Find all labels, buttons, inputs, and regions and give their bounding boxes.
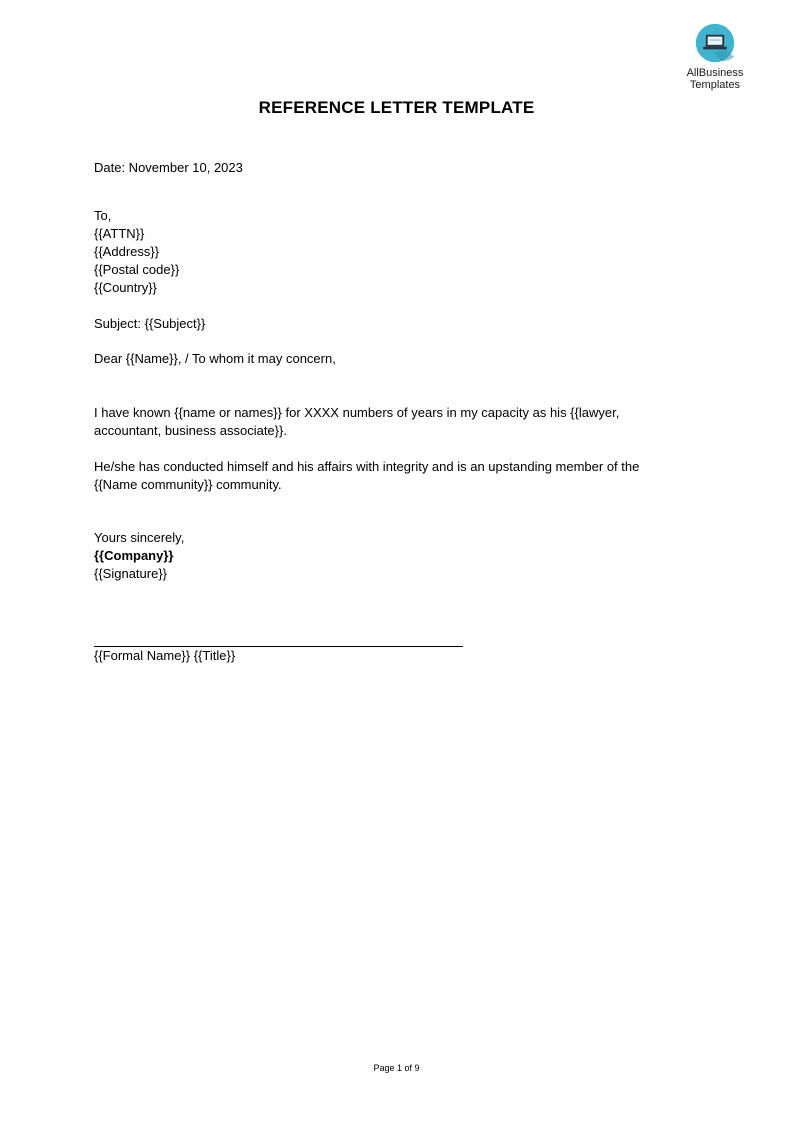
- logo-text-line2: Templates: [689, 79, 741, 91]
- logo-circle: [694, 22, 736, 64]
- recipient-to: To,: [94, 208, 112, 223]
- paragraph-2-line-1: He/she has conducted himself and his affairs with integrity and is an upstanding member of the: [94, 459, 640, 474]
- recipient-attn: {{ATTN}}: [94, 226, 145, 241]
- paragraph-1-line-1: I have known {{name or names}} for XXXX numbers of years in my capacity as his {{lawyer,: [94, 405, 620, 420]
- signature-line: [94, 646, 463, 647]
- date-line: Date: November 10, 2023: [94, 160, 243, 175]
- document-title: REFERENCE LETTER TEMPLATE: [258, 98, 535, 117]
- closing-signature: {{Signature}}: [94, 566, 168, 581]
- recipient-address: {{Address}}: [94, 244, 160, 259]
- logo-text: [680, 67, 750, 91]
- salutation: Dear {{Name}}, / To whom it may concern,: [94, 351, 336, 366]
- closing-sign-off: Yours sincerely,: [94, 530, 185, 545]
- logo-text-line1: AllBusiness: [686, 67, 744, 79]
- paragraph-2-line-2: {{Name community}} community.: [94, 477, 282, 492]
- company-logo: [680, 22, 750, 91]
- signature-name-title: {{Formal Name}} {{Title}}: [94, 648, 236, 663]
- closing-company: {{Company}}: [94, 548, 174, 563]
- page-footer: Page 1 of 9: [373, 1063, 420, 1073]
- paragraph-1-line-2: accountant, business associate}}.: [94, 423, 287, 438]
- recipient-country: {{Country}}: [94, 280, 157, 295]
- subject-line: Subject: {{Subject}}: [94, 316, 206, 331]
- recipient-postal-code: {{Postal code}}: [94, 262, 180, 277]
- laptop-icon: [694, 20, 736, 66]
